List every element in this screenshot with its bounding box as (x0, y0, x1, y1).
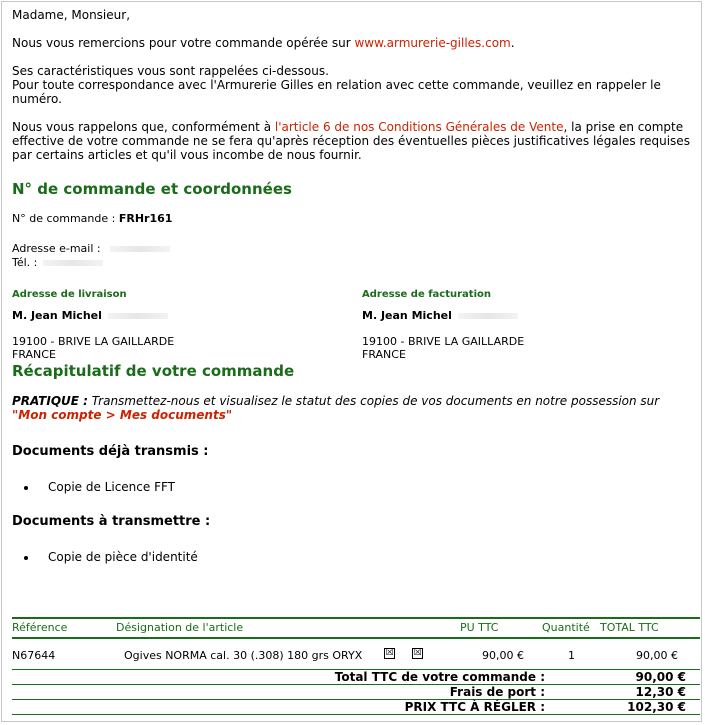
grand-total-value: 102,30 € (627, 700, 686, 714)
grand-total-label: PRIX TTC À RÉGLER : (404, 700, 545, 714)
list-item: • Copie de Licence FFT (38, 480, 697, 494)
row-ref: N67644 (12, 649, 56, 662)
row-pu: 90,00 € (482, 649, 524, 662)
shipping-row (12, 685, 700, 700)
header-designation: Désignation de l'article (116, 621, 244, 634)
phone-line: Tél. : (12, 256, 697, 270)
email-frame (1, 1, 702, 722)
my-documents-link[interactable]: "Mon compte > Mes documents" (12, 408, 233, 422)
site-link[interactable]: www.armurerie-gilles.com (354, 36, 511, 50)
reminder-paragraph: Nous vous rappelons que, conformément à l'article 6 de nos Conditions Générales de Vente, la prise en compte effective de votre commande ne se fera qu'après réception des éventuelles pièces justificatives légales requises par certains articles et qu'il vous incombe de nous fournir. (12, 120, 690, 162)
thanks-text: Nous vous remercions pour votre commande opérée sur (12, 36, 355, 50)
broken-image-icon[interactable]: ☒ (413, 648, 422, 658)
to-send-documents-list (12, 550, 697, 564)
greeting: Madame, Monsieur, (12, 8, 131, 22)
billing-address: Adresse de facturation M. Jean Michel 19100 - BRIVE LA GAILLARDE FRANCE (362, 289, 525, 361)
sent-documents-list (12, 480, 697, 494)
row-qty: 1 (568, 649, 575, 662)
thanks-paragraph: Nous vous remercions pour votre commande opérée sur www.armurerie-gilles.com. (12, 36, 515, 50)
broken-image-icon[interactable]: ☒ (385, 648, 394, 658)
sent-documents-title: Documents déjà transmis : (12, 444, 209, 459)
total-ttc-row (12, 670, 700, 685)
redacted-email (110, 246, 170, 252)
list-item: • Copie de pièce d'identité (38, 550, 697, 564)
email-body (12, 8, 697, 564)
header-total: TOTAL TTC (600, 621, 659, 634)
redacted-phone (43, 260, 103, 266)
header-qty: Quantité (542, 621, 590, 634)
shipping-value: 12,30 € (635, 685, 686, 699)
recap-title: Récapitulatif de votre commande (12, 362, 295, 380)
row-designation: Ogives NORMA cal. 30 (.308) 180 grs ORYX (124, 649, 363, 662)
practical-note: PRATIQUE : Transmettez-nous et visualisez le statut des copies de vos documents en notre possession sur "Mon compte > Mes documents" (12, 394, 660, 422)
order-table (12, 617, 700, 715)
order-number-line: N° de commande : FRHr161 (12, 212, 173, 225)
row-total: 90,00 € (636, 649, 678, 662)
delivery-address: Adresse de livraison M. Jean Michel 19100 - BRIVE LA GAILLARDE FRANCE (12, 289, 175, 361)
email-line: Adresse e-mail : (12, 242, 697, 256)
order-section-title: N° de commande et coordonnées (12, 180, 292, 198)
total-ttc-label: Total TTC de votre commande : (334, 670, 545, 684)
table-header (12, 617, 700, 639)
addresses (12, 288, 697, 368)
characteristics-paragraph: Ses caractéristiques vous sont rappelées ci-dessous. Pour toute correspondance avec l'Armurerie Gilles en relation avec cette commande, veuillez en rappeler le numéro. (12, 64, 661, 106)
cgv-link[interactable]: l'article 6 de nos Conditions Générales de Vente (274, 120, 564, 134)
header-ref: Référence (12, 621, 68, 634)
order-number: FRHr161 (118, 212, 173, 225)
header-pu: PU TTC (460, 621, 499, 634)
grand-total-row (12, 700, 700, 715)
total-ttc-value: 90,00 € (635, 670, 686, 684)
shipping-label: Frais de port : (449, 685, 545, 699)
table-row (12, 639, 700, 670)
to-send-documents-title: Documents à transmettre : (12, 514, 211, 529)
